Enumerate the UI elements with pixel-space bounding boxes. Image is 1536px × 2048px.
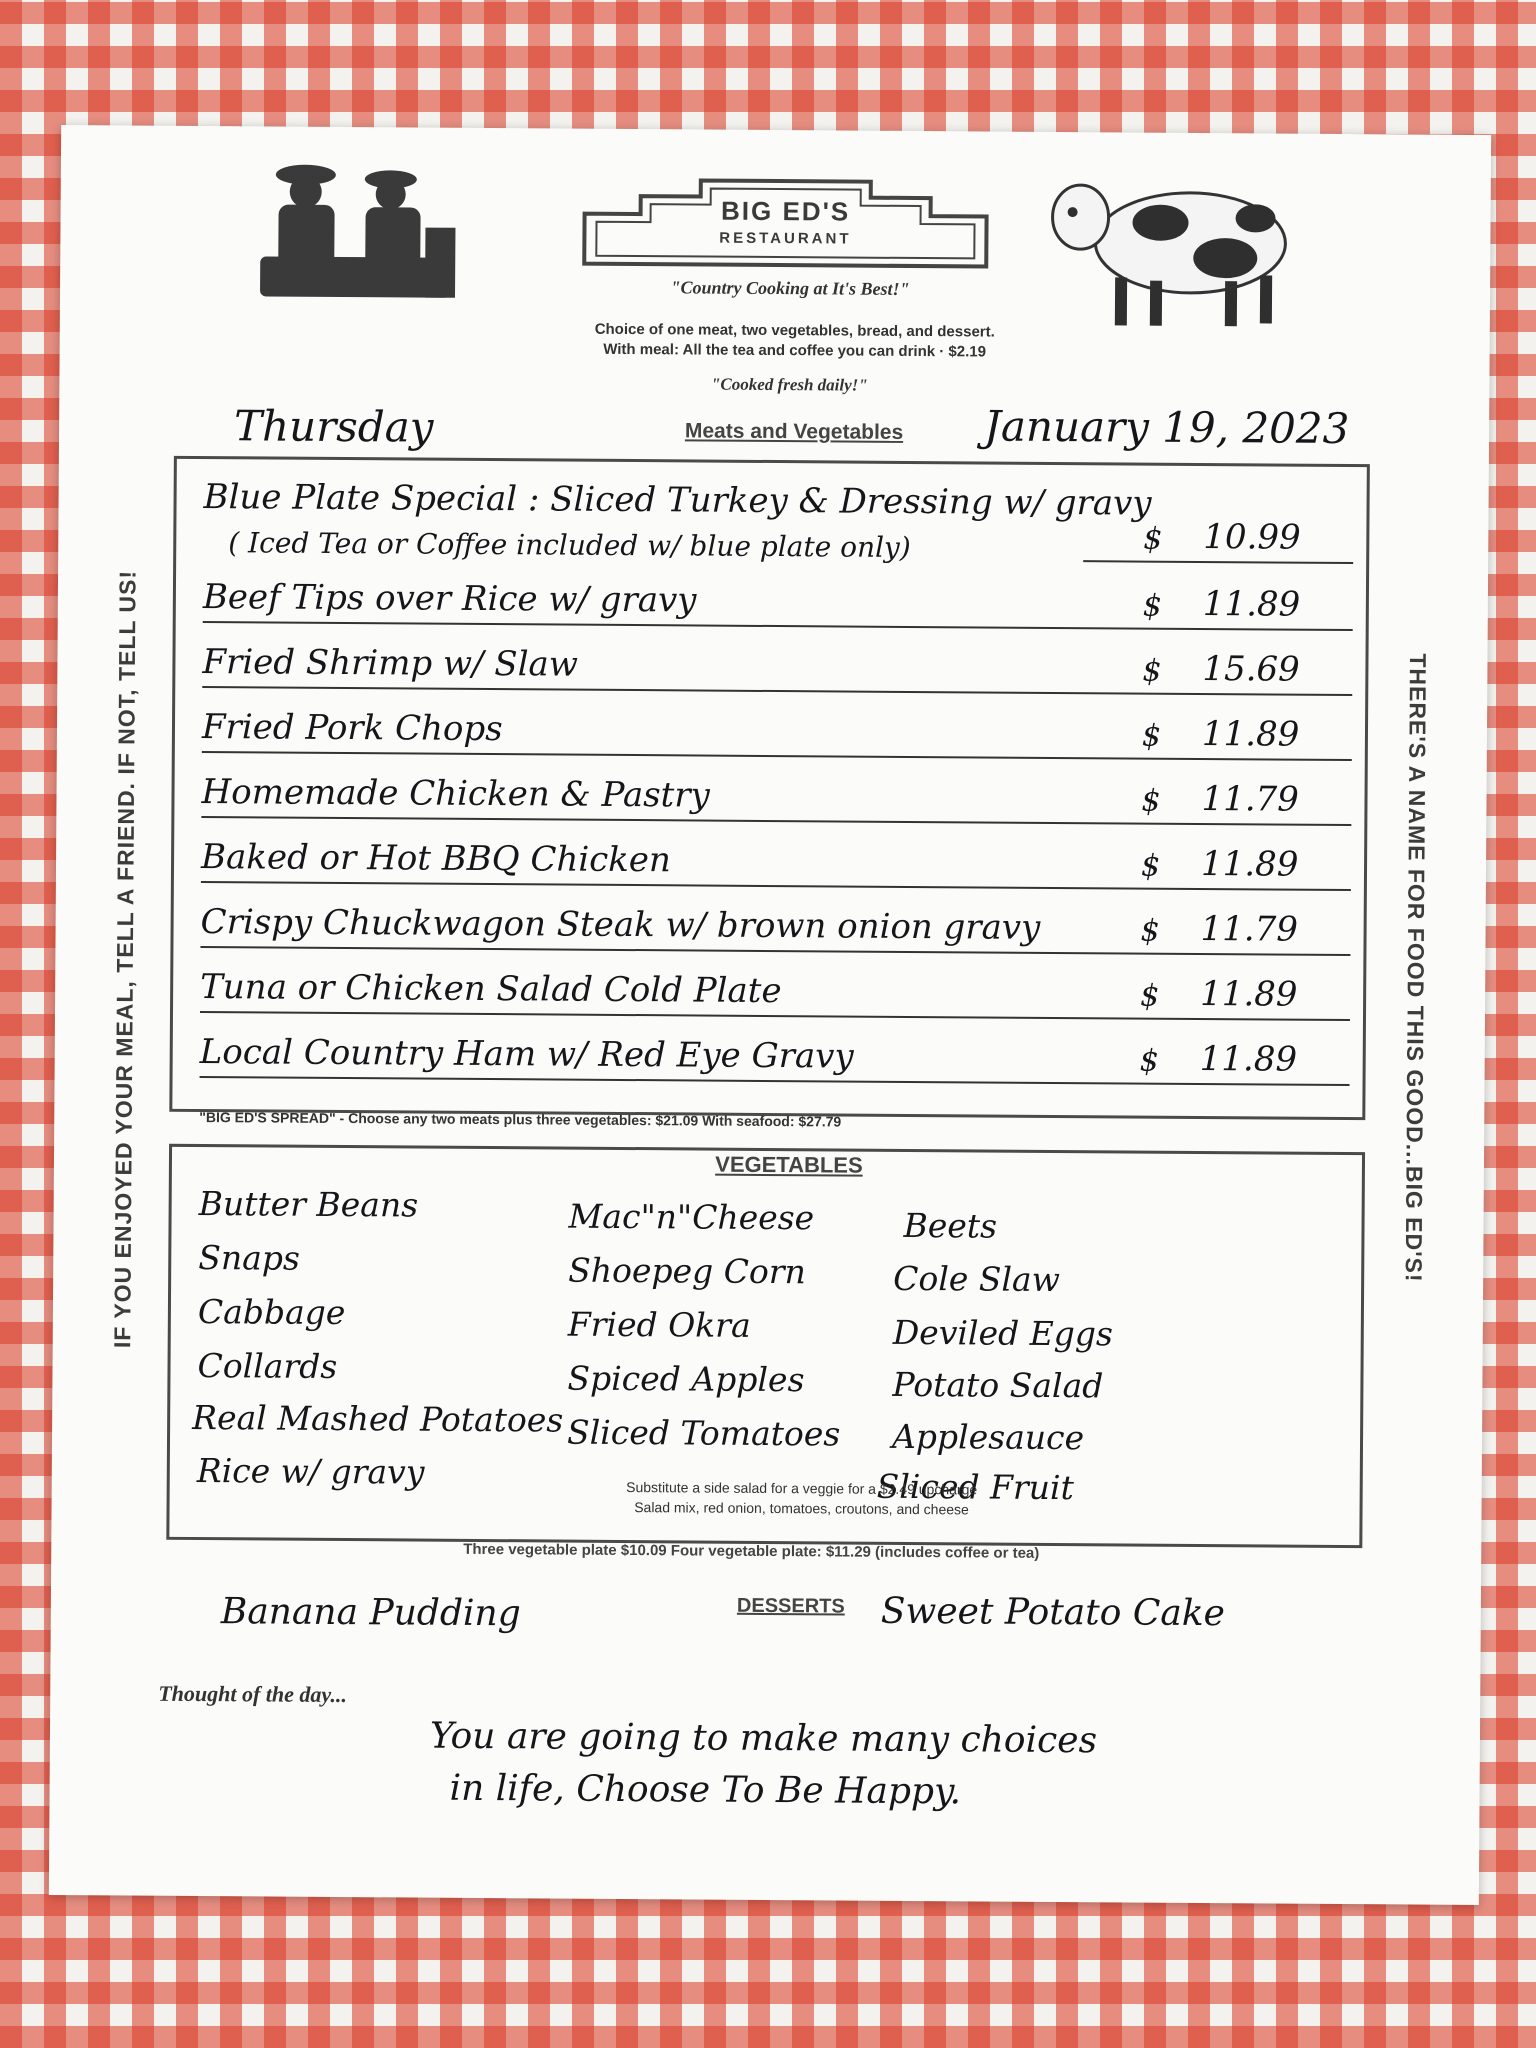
side-text-right: THERE'S A NAME FOR FOOD THIS GOOD...BIG ED'S! <box>1400 653 1432 1283</box>
meat-row <box>200 951 1350 1021</box>
dollar-sign: $ <box>1142 588 1163 624</box>
vegetable-item: Cabbage <box>197 1292 346 1333</box>
vegetable-item: Fried Okra <box>567 1304 751 1345</box>
meat-name: Beef Tips over Rice w/ gravy <box>202 577 697 621</box>
dollar-sign: $ <box>1140 978 1160 1014</box>
thought-line-1: You are going to make many choices <box>429 1715 1098 1762</box>
meat-row <box>200 1016 1350 1086</box>
meat-row <box>202 691 1352 761</box>
dollar-sign: $ <box>1141 783 1161 819</box>
vegetables-heading: VEGETABLES <box>715 1151 863 1178</box>
side-text-left: IF YOU ENJOYED YOUR MEAL, TELL A FRIEND. IF NOT, TELL US! <box>109 569 141 1349</box>
dessert-item: Banana Pudding <box>220 1591 521 1635</box>
vegetable-item: Spiced Apples <box>567 1358 805 1400</box>
choice-line-2: With meal: All the tea and coffee you can drink · $2.19 <box>603 340 987 361</box>
dollar-sign: $ <box>1141 718 1162 754</box>
meat-price: 10.99 <box>1203 517 1301 558</box>
dollar-sign: $ <box>1143 521 1163 557</box>
logo-name: BIG ED'S <box>720 195 851 227</box>
meat-row <box>200 886 1350 956</box>
salad-ingredients: Salad mix, red onion, tomatoes, croutons, and cheese <box>634 1499 969 1518</box>
meat-name: Blue Plate Special : Sliced Turkey & Dressing w/ gravy <box>203 477 1152 524</box>
vegetable-item: Deviled Eggs <box>892 1312 1114 1354</box>
cow-icon <box>1040 162 1311 334</box>
desserts-heading: DESSERTS <box>736 1594 845 1618</box>
meat-price: 11.79 <box>1200 909 1299 950</box>
menu-sheet <box>49 125 1491 1905</box>
vegetable-item: Beets <box>903 1205 998 1246</box>
meat-price: 11.89 <box>1202 584 1301 625</box>
blue-plate-note: ( Iced Tea or Coffee included w/ blue plate only) <box>228 526 911 564</box>
vegetable-item: Sliced Tomatoes <box>566 1412 841 1454</box>
thought-label: Thought of the day... <box>158 1680 347 1708</box>
meat-row <box>202 626 1352 696</box>
meat-name: Crispy Chuckwagon Steak w/ brown onion gravy <box>200 902 1041 948</box>
meat-name: Local Country Ham w/ Red Eye Gravy <box>199 1032 854 1077</box>
meat-row-price <box>203 506 1353 564</box>
vegetable-item: Applesauce <box>891 1416 1085 1458</box>
vegetable-item: Sliced Fruit <box>876 1466 1074 1508</box>
meats-heading: Meats and Vegetables <box>684 419 904 444</box>
menu-date: January 19, 2023 <box>983 401 1350 454</box>
vegetable-item: Cole Slaw <box>893 1258 1061 1300</box>
vegetable-item: Snaps <box>198 1238 301 1278</box>
salad-substitute: Substitute a side salad for a veggie for a $2.49 upcharge <box>626 1479 978 1498</box>
choice-line-1: Choice of one meat, two vegetables, bread, and dessert. <box>594 320 995 341</box>
vegetable-item: Collards <box>197 1346 338 1386</box>
dessert-item: Sweet Potato Cake <box>880 1590 1226 1635</box>
meat-name: Baked or Hot BBQ Chicken <box>200 837 671 881</box>
meat-row <box>201 756 1351 826</box>
vegetable-item: Shoepeg Corn <box>568 1250 807 1292</box>
meat-price: 11.89 <box>1200 974 1298 1015</box>
dollar-sign: $ <box>1140 913 1160 949</box>
vegetable-item: Potato Salad <box>892 1364 1104 1406</box>
meat-row <box>201 821 1351 891</box>
cooked-fresh: "Cooked fresh daily!" <box>710 374 868 395</box>
meat-row <box>203 561 1353 631</box>
tagline: "Country Cooking at It's Best!" <box>670 277 910 299</box>
meat-name: Homemade Chicken & Pastry <box>201 772 710 816</box>
farmer-silhouette-icon <box>230 146 481 308</box>
vegetable-plate-prices: Three vegetable plate $10.09 Four vegetable plate: $11.29 (includes coffee or tea) <box>463 1540 1040 1562</box>
logo-subtitle: RESTAURANT <box>719 229 852 248</box>
meat-price: 11.79 <box>1201 779 1299 820</box>
meat-price: 11.89 <box>1199 1039 1298 1080</box>
meat-name: Fried Pork Chops <box>201 707 503 750</box>
vegetable-item: Mac"n"Cheese <box>568 1196 815 1238</box>
spread-offer: "BIG ED'S SPREAD" - Choose any two meats plus three vegetables: $21.09 With seafood: $27.79 <box>199 1109 842 1130</box>
meat-price: 15.69 <box>1202 649 1300 690</box>
vegetable-item: Butter Beans <box>198 1184 419 1225</box>
dollar-sign: $ <box>1142 653 1162 689</box>
vegetable-item: Rice w/ gravy <box>196 1451 425 1492</box>
meat-price: 11.89 <box>1201 714 1300 755</box>
meat-name: Tuna or Chicken Salad Cold Plate <box>200 967 782 1012</box>
dollar-sign: $ <box>1139 1043 1159 1079</box>
dollar-sign: $ <box>1140 848 1161 884</box>
meat-price: 11.89 <box>1200 844 1299 885</box>
thought-line-2: in life, Choose To Be Happy. <box>449 1767 962 1813</box>
meat-name: Fried Shrimp w/ Slaw <box>202 642 579 685</box>
menu-day: Thursday <box>233 401 434 452</box>
vegetable-item: Real Mashed Potatoes <box>192 1397 564 1440</box>
